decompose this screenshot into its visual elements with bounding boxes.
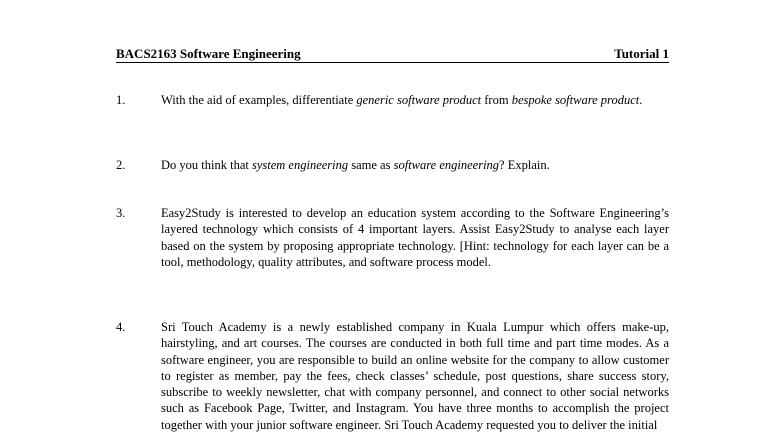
question-text: Easy2Study is interested to develop an education system according to the Software Engineering’s layered technology which consists of 4 important layers. Assist Easy2Study to analyse each layer based on the system by proposing appropriate technology. [Hint: technology for each layer can be a tool, methodology, quality attributes, and software process model.: [161, 206, 669, 269]
question-number: 3.: [116, 206, 126, 220]
emphasis-term: software engineering: [393, 158, 500, 172]
text-run: same as: [348, 158, 394, 172]
text-run: from: [481, 93, 512, 107]
question-text: [161, 92, 669, 108]
question-2: [116, 157, 669, 173]
tutorial-label: Tutorial 1: [614, 46, 669, 61]
emphasis-term: system engineering: [251, 158, 349, 172]
text-run: Do you think that: [161, 158, 252, 172]
text-run: ? Explain.: [499, 158, 550, 172]
page-header: [116, 46, 669, 63]
question-3: [116, 205, 669, 270]
text-run: .: [639, 93, 643, 107]
question-4: [116, 319, 669, 433]
question-1: [116, 92, 669, 108]
course-title: BACS2163 Software Engineering: [116, 46, 301, 61]
question-number: 1.: [116, 93, 126, 107]
question-number: 4.: [116, 320, 126, 334]
question-text: Sri Touch Academy is a newly established company in Kuala Lumpur which offers make-up, hairstyling, and art courses. The courses are conducted in both full time and part time modes. As a software engineer, you are responsible to build an online website for the company to allow customer to register as member, pay the fees, check classes’ schedule, post questions, share success story, subscribe to weekly newsletter, chat with company personnel, and connect to other social networks such as Facebook Page, Twitter, and Instagram. You have three months to accomplish the project together with your junior software engineer. Sri Touch Academy requested you to deliver the initial: [161, 320, 669, 432]
emphasis-term: bespoke software product: [511, 93, 640, 107]
text-run: With the aid of examples, differentiate: [161, 93, 357, 107]
question-text: [161, 157, 669, 173]
emphasis-term: generic software product: [356, 93, 482, 107]
question-number: 2.: [116, 158, 126, 172]
